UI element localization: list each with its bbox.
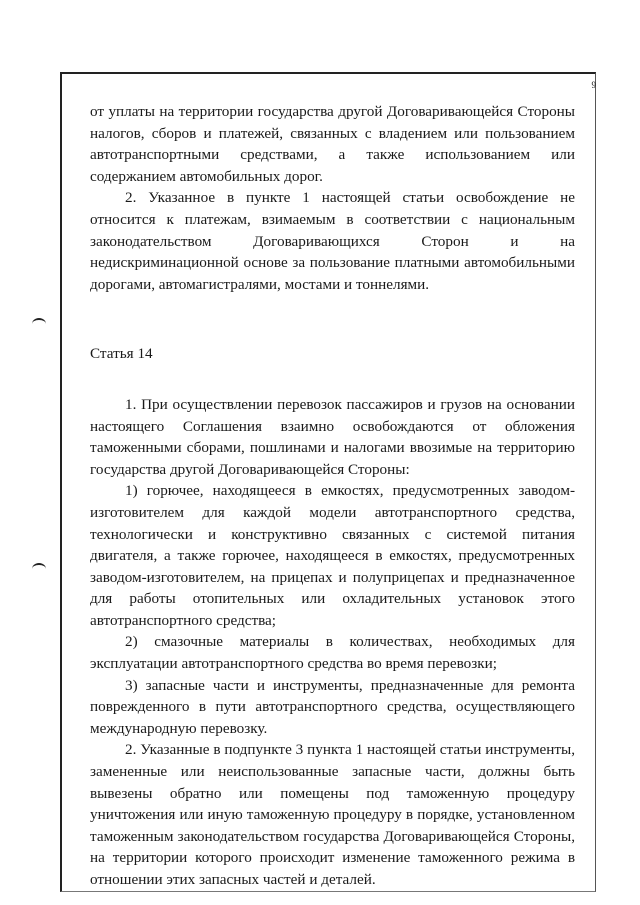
- article-subitem-3: 3) запасные части и инструменты, предназначенные для ремонта поврежденного в пути автотранспортного средства, осуществляющего международную перевозку.: [90, 676, 575, 737]
- article-subitem-1: 1) горючее, находящееся в емкостях, предусмотренных заводом-изготовителем для каждой модели автотранспортного средства, технологически и конструктивно связанных с системой питания двигателя, а также горючее, находящееся в емкостях, предусмотренных заводом-изготовителем, на прицепах и полуприцепах и предназначенное для работы отопительных или охладительных установок этого автотранспортного средства;: [90, 482, 575, 629]
- document-body: [90, 101, 575, 891]
- paragraph-item-2: 2. Указанное в пункте 1 настоящей статьи освобождение не относится к платежам, взимаемым в соответствии с национальным законодательством Договаривающихся Сторон и на недискриминационной основе за пользование платными автомобильными дорогами, автомагистралями, мостами и тоннелями.: [90, 189, 575, 293]
- page-number: 9: [591, 80, 596, 90]
- article-paragraph-1: 1. При осуществлении перевозок пассажиров и грузов на основании настоящего Соглашения взаимно освобождаются от обложения таможенными сборами, пошлинами и налогами ввозимые на территорию государства другой Договаривающейся Стороны:: [90, 395, 575, 478]
- article-subitem-2: 2) смазочные материалы в количествах, необходимых для эксплуатации автотранспортного средства во время перевозки;: [90, 633, 575, 673]
- binding-mark: [32, 563, 46, 575]
- paragraph-continuation: от уплаты на территории государства другой Договаривающейся Стороны налогов, сборов и платежей, связанных с владением или пользованием автотранспортными средствами, а также использованием или содержанием автомобильных дорог.: [90, 103, 575, 185]
- article-paragraph-2: 2. Указанные в подпункте 3 пункта 1 настоящей статьи инструменты, замененные или неиспользованные запасные части, должны быть вывезены обратно или помещены под таможенную процедуру уничтожения или иную таможенную процедуру в порядке, установленном таможенным законодательством государства Договаривающейся Стороны, на территории которого происходит изменение таможенного режима в отношении этих запасных частей и деталей.: [90, 741, 575, 888]
- binding-mark: [32, 318, 46, 330]
- article-title: Статья 14: [90, 345, 153, 363]
